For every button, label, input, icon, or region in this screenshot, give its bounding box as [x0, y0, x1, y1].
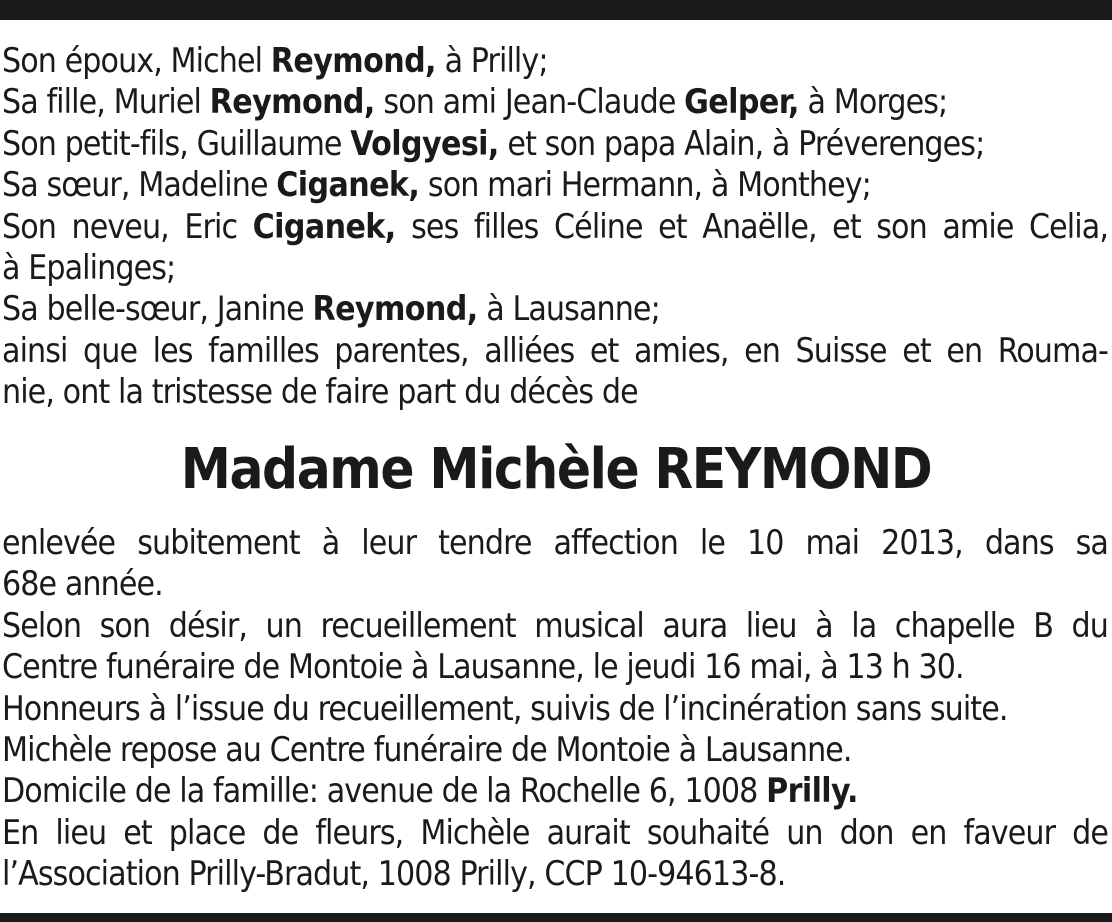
place-name: Prilly.: [766, 771, 858, 811]
surname: Ciganek,: [252, 206, 396, 246]
family-line: Son neveu, Eric Ciganek, ses filles Céline et Anaëlle, et son amie Celia,: [2, 206, 1108, 246]
family-announcement: [2, 40, 1108, 413]
details-line: Domicile de la famille: avenue de la Rochelle 6, 1008 Prilly.: [2, 771, 858, 811]
details-line: Honneurs à l’issue du recueillement, suivis de l’incinération sans suite.: [2, 688, 1008, 728]
bottom-rule: [0, 913, 1112, 922]
family-line: Son époux, Michel Reymond, à Prilly;: [2, 41, 548, 80]
surname: Gelper,: [684, 82, 799, 122]
family-line: Son petit-fils, Guillaume Volgyesi, et son papa Alain, à Préverenges;: [2, 123, 985, 163]
surname: Ciganek,: [276, 165, 420, 205]
surname: Reymond,: [312, 289, 478, 329]
family-line: Sa sœur, Madeline Ciganek, son mari Hermann, à Monthey;: [2, 165, 871, 205]
details-line: enlevée subitement à leur tendre affection le 10 mai 2013, dans sa: [2, 523, 1108, 562]
details-line: l’Association Prilly-Bradut, 1008 Prilly, CCP 10-94613-8.: [2, 854, 786, 894]
surname: Reymond,: [270, 41, 436, 80]
deceased-name-heading: Madame Michèle REYMOND: [180, 437, 932, 502]
family-line: ainsi que les familles parentes, alliées et amies, en Suisse et en Rouma-: [2, 330, 1108, 370]
surname: Volgyesi,: [350, 123, 499, 163]
family-line: nie, ont la tristesse de faire part du décès de: [2, 372, 638, 412]
details-line: En lieu et place de fleurs, Michèle aurait souhaité un don en faveur de: [2, 812, 1108, 852]
funeral-details: [2, 522, 1108, 895]
surname: Reymond,: [209, 82, 375, 122]
family-line: Sa belle-sœur, Janine Reymond, à Lausanne;: [2, 289, 660, 329]
top-rule: [0, 0, 1112, 20]
details-line: Centre funéraire de Montoie à Lausanne, le jeudi 16 mai, à 13 h 30.: [2, 647, 964, 687]
details-line: Michèle repose au Centre funéraire de Montoie à Lausanne.: [2, 729, 852, 769]
details-line: Selon son désir, un recueillement musical aura lieu à la chapelle B du: [2, 605, 1108, 645]
details-line: 68e année.: [2, 564, 163, 604]
family-line: à Epalinges;: [2, 247, 176, 287]
family-line: Sa fille, Muriel Reymond, son ami Jean-Claude Gelper, à Morges;: [2, 82, 948, 122]
